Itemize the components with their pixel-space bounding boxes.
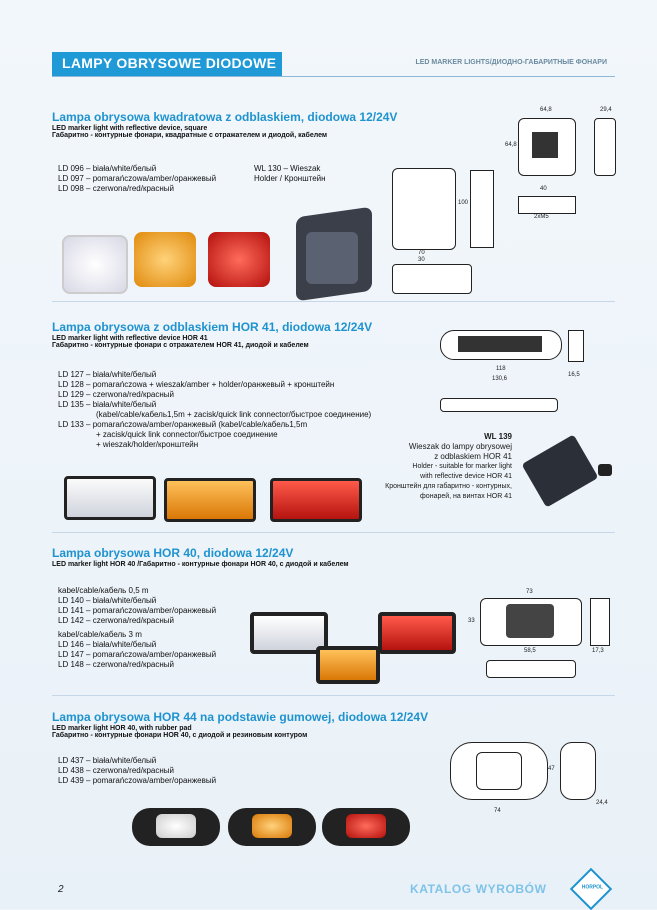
product-list — [58, 164, 216, 194]
group-label: kabel/cable/кабель 0,5 m — [58, 586, 149, 595]
hor40-side-drawing — [590, 598, 610, 646]
list-item: LD 128 – pomarańczowa + wieszak/amber + holder/оранжевый + кронштейн — [58, 380, 335, 389]
list-item: LD 437 – biała/white/белый — [58, 756, 157, 765]
hor44-side-drawing — [560, 742, 596, 800]
holder-line: z odblaskiem HOR 41 — [434, 452, 512, 461]
page-header — [52, 52, 615, 77]
list-item: LD 148 – czerwona/red/красный — [58, 660, 174, 669]
holder-line: with reflective device HOR 41 — [420, 473, 512, 480]
dimension-label: 64,8 — [505, 142, 517, 148]
dimension-label: 29,4 — [600, 107, 612, 113]
list-item: LD 140 – biała/white/белый — [58, 596, 157, 605]
list-item: LD 438 – czerwona/red/красный — [58, 766, 174, 775]
dimension-label: 17,3 — [592, 648, 604, 654]
list-item: LD 141 – pomarańczowa/amber/оранжевый — [58, 606, 217, 615]
white-hor44-lens — [156, 814, 196, 838]
red-square-lamp-photo — [208, 232, 270, 287]
product-list — [58, 756, 216, 786]
lamp-side-drawing — [594, 118, 616, 176]
dimension-label: 70 — [418, 250, 425, 256]
dimension-label: 24,4 — [596, 800, 608, 806]
holder-line: фонарей, на винтах HOR 41 — [420, 493, 512, 500]
list-item: LD 129 – czerwona/red/красный — [58, 390, 174, 399]
holder-side-drawing — [470, 170, 494, 248]
section-title: Lampa obrysowa HOR 44 na podstawie gumowej, diodowa 12/24V — [52, 710, 429, 724]
holder-line: Кронштейн для габаритно - контурных, — [385, 483, 512, 490]
amber-hor41-lamp-photo — [164, 478, 256, 522]
dimension-label: 16,5 — [568, 372, 580, 378]
section-title-ru: Габаритно - контурные фонари HOR 40, с диодой и резиновым контуром — [52, 732, 308, 739]
list-item: LD 142 – czerwona/red/красный — [58, 616, 174, 625]
holder-top-drawing — [392, 264, 472, 294]
hor44-lens-drawing — [476, 752, 522, 790]
lamp-front-drawing-center — [532, 132, 558, 158]
hor40-bottom-drawing — [486, 660, 576, 678]
horpol-logo — [570, 868, 612, 910]
dimension-label: 33 — [468, 618, 475, 624]
list-item: LD 135 – biała/white/белый — [58, 400, 157, 409]
dimension-label: 40 — [540, 186, 547, 192]
dimension-label: 118 — [496, 366, 506, 372]
list-item: (kabel/cable/кабель1,5m + zacisk/quick link connector/быстрое соединение) — [96, 410, 372, 419]
dimension-label: 64,8 — [540, 107, 552, 113]
page-number: 2 — [58, 884, 64, 895]
dimension-label: 2xM5 — [534, 214, 549, 220]
holder-subtitle: Holder / Кронштейн — [254, 174, 326, 183]
lamp-bottom-drawing — [518, 196, 576, 214]
red-hor44-lens — [346, 814, 386, 838]
list-item: LD 097 – pomarańczowa/amber/оранжевый — [58, 174, 217, 183]
section-title-en: LED marker light HOR 40 /Габаритно - контурные фонари HOR 40, с диодой и кабелем — [52, 561, 349, 568]
list-item: LD 133 – pomarańczowa/amber/оранжевый (kabel/cable/кабель1,5m — [58, 420, 308, 429]
holder-lamp-mount — [306, 232, 358, 284]
hor41-bottom-drawing — [440, 398, 558, 412]
white-square-lamp-photo — [62, 235, 128, 294]
list-item: LD 147 – pomarańczowa/amber/оранжевый — [58, 650, 217, 659]
list-item: LD 098 – czerwona/red/красный — [58, 184, 174, 193]
holder-title: WL 130 – Wieszak — [254, 164, 321, 173]
amber-hor44-lens — [252, 814, 292, 838]
section-title: Lampa obrysowa kwadratowa z odblaskiem, diodowa 12/24V — [52, 110, 398, 124]
page-subtitle: LED MARKER LIGHTS/ДИОДНО-ГАБАРИТНЫЕ ФОНАРИ — [415, 59, 607, 66]
page-title: LAMPY OBRYSOWE DIODOWE — [62, 55, 277, 71]
section-divider — [52, 532, 615, 533]
list-item: + wieszak/holder/кронштейн — [96, 440, 199, 449]
dimension-label: 30 — [418, 257, 425, 263]
section-divider — [52, 301, 615, 302]
product-list — [58, 586, 216, 670]
section-title-ru: Габаритно - контурные фонари, квадратные с отражателем и диодой, кабелем — [52, 132, 328, 139]
logo-text: HORPOL — [581, 884, 604, 891]
product-list — [58, 370, 371, 450]
section-divider — [52, 695, 615, 696]
hor40-lens — [506, 604, 554, 638]
dimension-label: 73 — [526, 589, 533, 595]
holder-info — [254, 164, 326, 184]
section-title-ru: Габаритно - контурные фонари с отражателем HOR 41, диодой и кабелем — [52, 342, 309, 349]
list-item: + zacisk/quick link connector/быстрое соединение — [96, 430, 278, 439]
section-title: Lampa obrysowa z odblaskiem HOR 41, diodowa 12/24V — [52, 320, 373, 334]
white-hor41-lamp-photo — [64, 476, 156, 520]
group-label: kabel/cable/кабель 3 m — [58, 630, 142, 639]
hor41-reflector — [458, 336, 542, 352]
holder-line: Holder - suitable for marker light — [412, 463, 512, 470]
dimension-label: 130,6 — [492, 376, 508, 382]
dimension-label: 47 — [548, 766, 555, 772]
dimension-label: 74 — [494, 808, 501, 814]
dimension-label: 100 — [458, 200, 469, 206]
list-item: LD 127 – biała/white/белый — [58, 370, 157, 379]
holder-title: WL 139 — [484, 432, 512, 441]
amber-hor40-lamp-photo — [316, 646, 380, 684]
holder-drawing — [392, 168, 456, 250]
holder-line: Wieszak do lampy obrysowej — [408, 442, 512, 451]
red-hor41-lamp-photo — [270, 478, 362, 522]
catalog-label: KATALOG WYROBÓW — [410, 882, 547, 896]
red-hor40-lamp-photo — [378, 612, 456, 654]
screw-photo — [598, 464, 612, 476]
hor41-side-drawing — [568, 330, 584, 362]
dimension-label: 58,5 — [524, 648, 536, 654]
section-title-en: LED marker light with reflective device, square — [52, 125, 208, 132]
section-title: Lampa obrysowa HOR 40, diodowa 12/24V — [52, 546, 294, 560]
amber-square-lamp-photo — [134, 232, 196, 287]
list-item: LD 096 – biała/white/белый — [58, 164, 157, 173]
holder-info — [366, 432, 512, 502]
list-item: LD 439 – pomarańczowa/amber/оранжевый — [58, 776, 217, 785]
holder-photo — [522, 434, 599, 507]
section-hor44 — [52, 710, 615, 739]
section-title-en: LED marker light HOR 40, with rubber pad — [52, 725, 192, 732]
section-title-en: LED marker light with reflective device HOR 41 — [52, 335, 208, 342]
list-item: LD 146 – biała/white/белый — [58, 640, 157, 649]
section-hor40 — [52, 546, 615, 568]
